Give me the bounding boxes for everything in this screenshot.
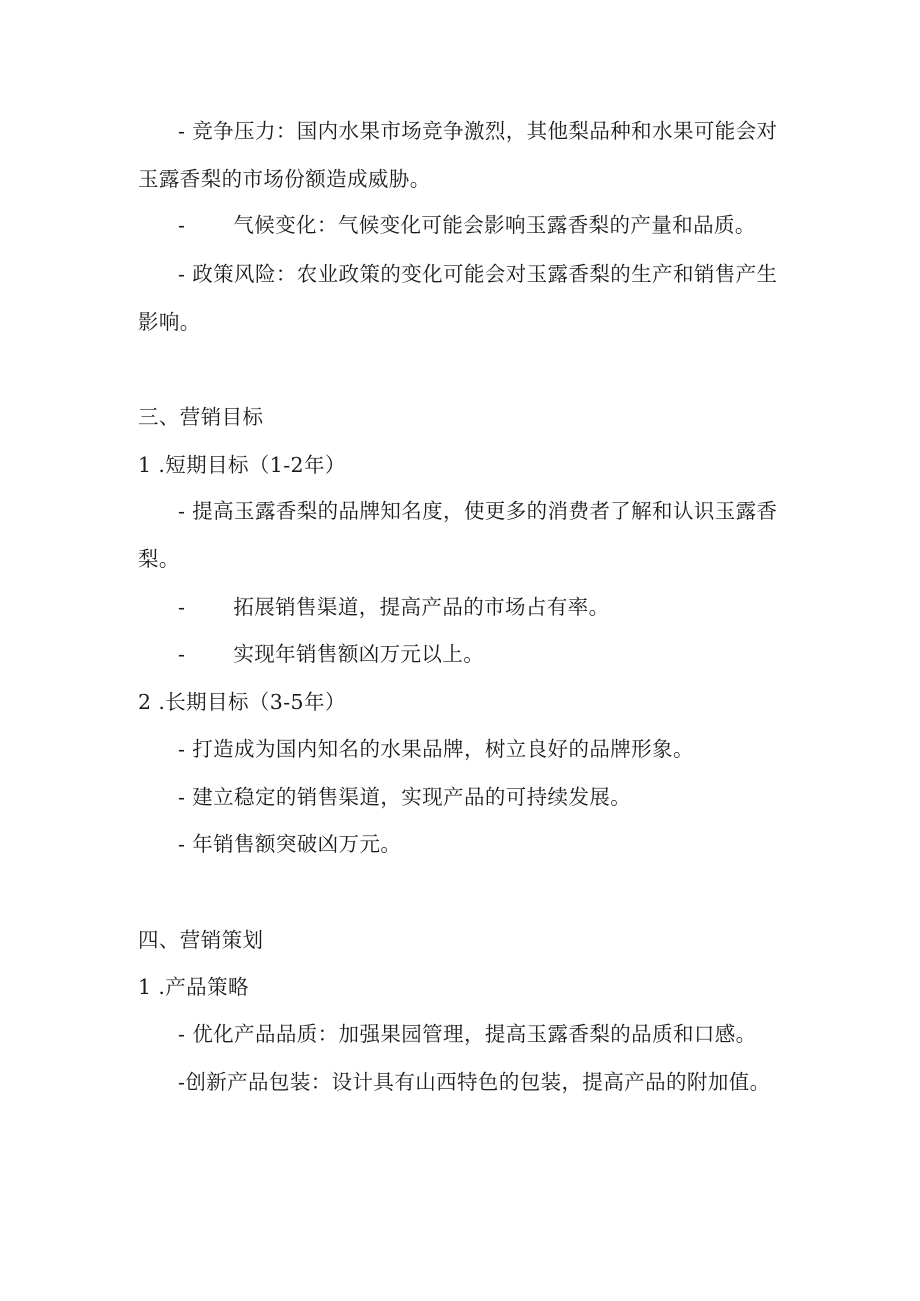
climate-line [178,212,756,238]
long-term-item-2-text: 建立稳定的销售渠道，实现产品的可持续发展。 [192,785,632,809]
long-term-item-3 [178,831,401,857]
bullet-dash: - [178,119,186,143]
short-term-item-2-text: 拓展销售渠道，提高产品的市场占有率。 [233,595,610,619]
short-term-item-2 [178,594,610,620]
bullet-dash: - [178,262,186,286]
competition-text-1: 竞争压力：国内水果市场竞争激烈，其他梨品种和水果可能会对 [192,119,778,143]
bullet-dash: - [178,785,186,809]
bullet-dash: - [178,642,186,666]
product-strategy-item-2-text: 创新产品包装：设计具有山西特色的包装，提高产品的附加值。 [185,1070,771,1094]
policy-line-2 [138,309,201,335]
bullet-dash: - [178,832,186,856]
product-strategy-item-1 [178,1021,757,1047]
bullet-dash: - [178,1022,186,1046]
bullet-dash: - [178,1070,186,1094]
section-three-heading: 三、营销目标 [138,405,264,429]
long-term-item-2 [178,784,631,810]
long-term-item-3-text: 年销售额突破凶万元。 [192,832,402,856]
short-term-item-1-text-2: 梨。 [138,547,180,571]
short-term-item-1-text-1: 提高玉露香梨的品牌知名度，使更多的消费者了解和认识玉露香 [192,499,778,523]
policy-line-1 [178,261,777,287]
short-term-item-1-line-2 [138,546,180,572]
long-term-heading: 2 .长期目标（3-5年） [138,690,346,714]
short-term-heading: 1 .短期目标（1-2年） [138,453,346,477]
product-strategy-heading: 1 .产品策略 [138,975,249,999]
long-term-item-1 [178,736,694,762]
bullet-dash: - [178,213,186,237]
section-four-heading: 四、营销策划 [138,928,264,952]
policy-text-2: 影响。 [138,310,201,334]
bullet-dash: - [178,499,186,523]
short-term-item-1-line-1 [178,498,777,524]
product-strategy-item-1-text: 优化产品品质：加强果园管理，提高玉露香梨的品质和口感。 [192,1022,757,1046]
climate-text: 气候变化：气候变化可能会影响玉露香梨的产量和品质。 [233,213,756,237]
competition-line-2 [138,166,431,192]
bullet-dash: - [178,737,186,761]
product-strategy-item-2 [178,1069,771,1095]
competition-text-2: 玉露香梨的市场份额造成威胁。 [138,167,431,191]
short-term-item-3-text: 实现年销售额凶万元以上。 [233,642,485,666]
bullet-dash: - [178,595,186,619]
policy-text-1: 政策风险：农业政策的变化可能会对玉露香梨的生产和销售产生 [192,262,778,286]
competition-line-1 [178,118,777,144]
short-term-item-3 [178,641,484,667]
long-term-item-1-text: 打造成为国内知名的水果品牌，树立良好的品牌形象。 [192,737,694,761]
